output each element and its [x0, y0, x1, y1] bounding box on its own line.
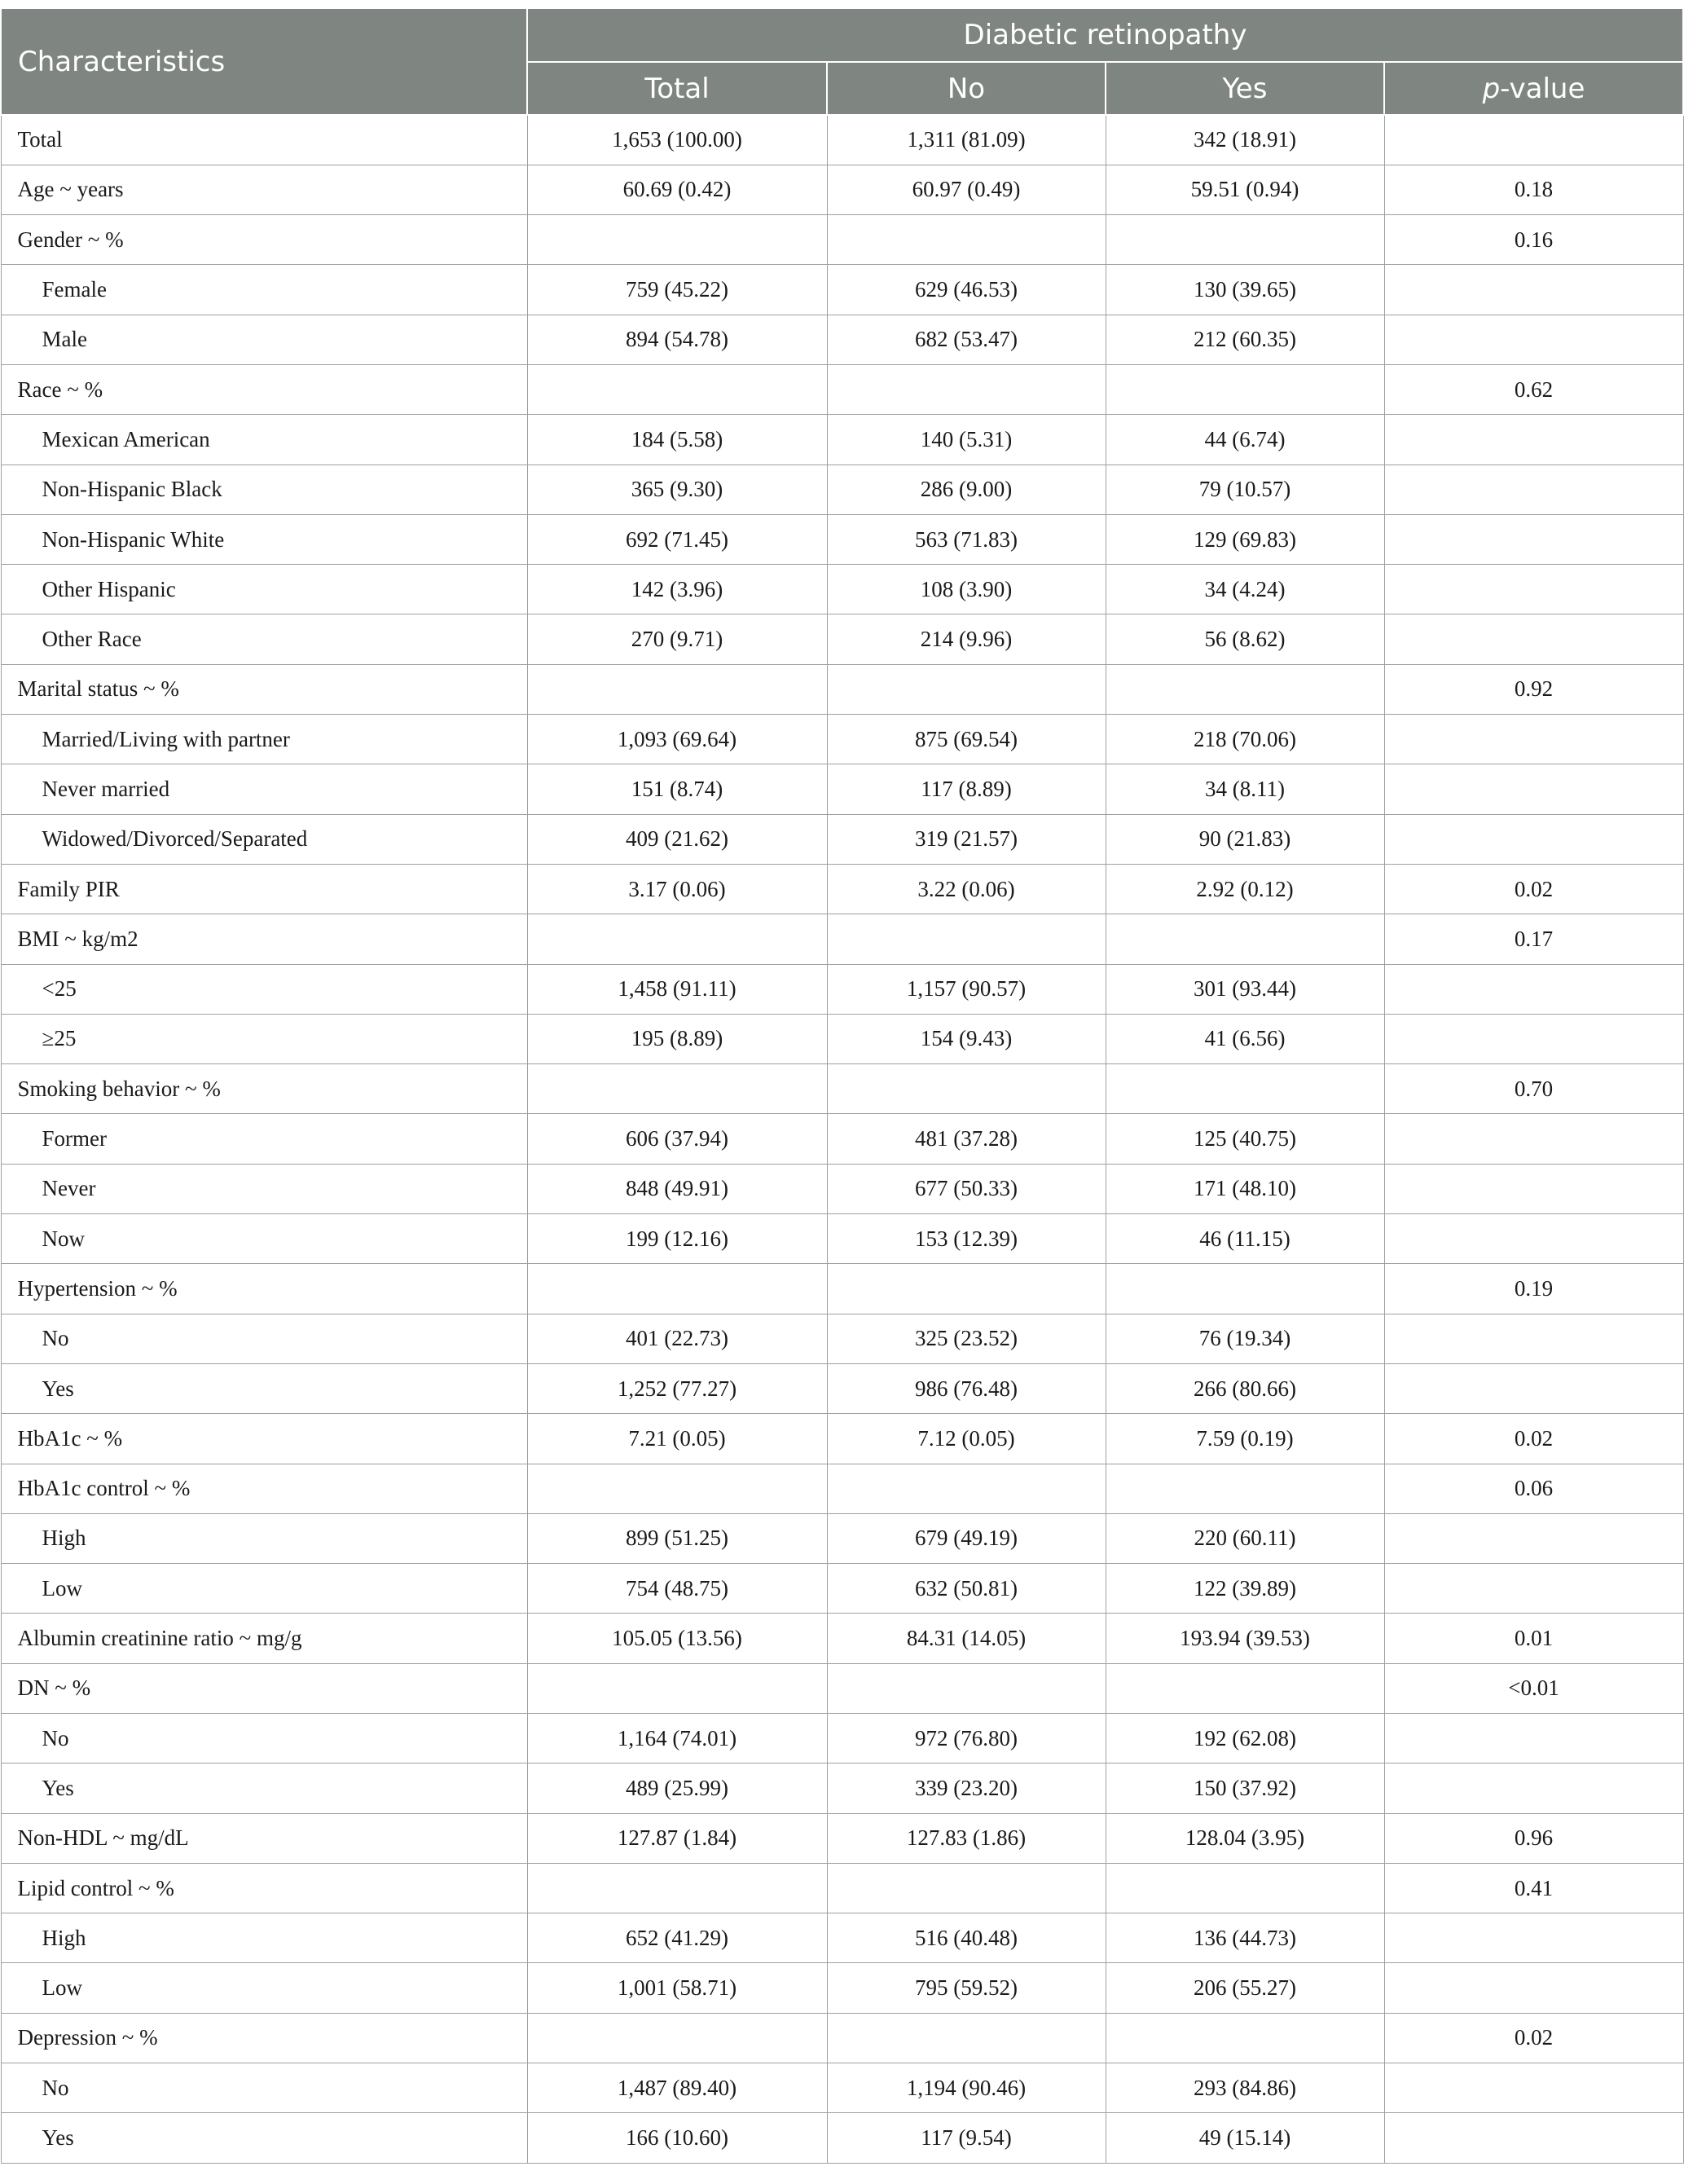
cell-p-value: [1384, 1214, 1683, 1264]
cell-no: 7.12 (0.05): [827, 1414, 1106, 1464]
row-label: No: [1, 2063, 527, 2113]
cell-yes: 293 (84.86): [1106, 2063, 1384, 2113]
cell-total: 759 (45.22): [527, 265, 827, 315]
table-row: [1, 1314, 1683, 1363]
table-row: [1, 364, 1683, 414]
table-row: [1, 115, 1683, 165]
cell-yes: 136 (44.73): [1106, 1913, 1384, 1963]
cell-yes: [1106, 2013, 1384, 2063]
cell-total: 270 (9.71): [527, 614, 827, 664]
cell-total: 489 (25.99): [527, 1763, 827, 1813]
cell-p-value: [1384, 465, 1683, 514]
row-label: <25: [1, 964, 527, 1014]
cell-p-value: 0.18: [1384, 165, 1683, 214]
cell-no: 286 (9.00): [827, 465, 1106, 514]
cell-no: [827, 914, 1106, 964]
cell-total: 127.87 (1.84): [527, 1813, 827, 1863]
cell-no: [827, 364, 1106, 414]
cell-no: 795 (59.52): [827, 1963, 1106, 2013]
cell-total: 606 (37.94): [527, 1114, 827, 1164]
row-label: Lipid control ~ %: [1, 1863, 527, 1913]
cell-p-value: 0.96: [1384, 1813, 1683, 1863]
cell-total: 166 (10.60): [527, 2113, 827, 2163]
cell-p-value: [1384, 764, 1683, 814]
cell-yes: 125 (40.75): [1106, 1114, 1384, 1164]
cell-no: 117 (9.54): [827, 2113, 1106, 2163]
cell-yes: 150 (37.92): [1106, 1763, 1384, 1813]
row-label: Yes: [1, 2113, 527, 2163]
cell-no: 481 (37.28): [827, 1114, 1106, 1164]
row-label: ≥25: [1, 1014, 527, 1063]
cell-total: 401 (22.73): [527, 1314, 827, 1363]
table-row: [1, 1164, 1683, 1213]
cell-p-value: 0.02: [1384, 1414, 1683, 1464]
cell-yes: 206 (55.27): [1106, 1963, 1384, 2013]
cell-no: 214 (9.96): [827, 614, 1106, 664]
row-label: Mexican American: [1, 415, 527, 465]
cell-total: 1,001 (58.71): [527, 1963, 827, 2013]
table-row: [1, 764, 1683, 814]
cell-total: 1,487 (89.40): [527, 2063, 827, 2113]
cell-no: 339 (23.20): [827, 1763, 1106, 1813]
row-label: Marital status ~ %: [1, 664, 527, 714]
cell-p-value: 0.01: [1384, 1614, 1683, 1663]
cell-p-value: 0.41: [1384, 1863, 1683, 1913]
table-row: [1, 1214, 1683, 1264]
row-label: BMI ~ kg/m2: [1, 914, 527, 964]
cell-p-value: [1384, 415, 1683, 465]
cell-no: 84.31 (14.05): [827, 1614, 1106, 1663]
cell-yes: 76 (19.34): [1106, 1314, 1384, 1363]
table-body: [1, 115, 1683, 2163]
cell-yes: 266 (80.66): [1106, 1363, 1384, 1413]
cell-yes: [1106, 1863, 1384, 1913]
cell-p-value: <0.01: [1384, 1663, 1683, 1713]
cell-total: [527, 1264, 827, 1314]
cell-yes: 220 (60.11): [1106, 1513, 1384, 1563]
cell-p-value: [1384, 1913, 1683, 1963]
cell-yes: 192 (62.08): [1106, 1714, 1384, 1763]
cell-no: 563 (71.83): [827, 514, 1106, 564]
cell-p-value: 0.17: [1384, 914, 1683, 964]
table-row: [1, 1513, 1683, 1563]
table-row: [1, 715, 1683, 764]
cell-p-value: [1384, 1963, 1683, 2013]
cell-no: 986 (76.48): [827, 1363, 1106, 1413]
row-label: HbA1c control ~ %: [1, 1464, 527, 1513]
table-row: [1, 864, 1683, 914]
cell-total: 848 (49.91): [527, 1164, 827, 1213]
cell-total: 365 (9.30): [527, 465, 827, 514]
table-row: [1, 2113, 1683, 2163]
cell-p-value: [1384, 964, 1683, 1014]
row-label: Age ~ years: [1, 165, 527, 214]
cell-yes: 193.94 (39.53): [1106, 1614, 1384, 1663]
cell-no: [827, 1264, 1106, 1314]
cell-yes: [1106, 914, 1384, 964]
row-label: Albumin creatinine ratio ~ mg/g: [1, 1614, 527, 1663]
cell-p-value: [1384, 1114, 1683, 1164]
cell-p-value: [1384, 1014, 1683, 1063]
cell-yes: 212 (60.35): [1106, 315, 1384, 364]
cell-p-value: [1384, 1164, 1683, 1213]
row-label: Male: [1, 315, 527, 364]
cell-no: [827, 1863, 1106, 1913]
cell-p-value: [1384, 614, 1683, 664]
table-row: [1, 1564, 1683, 1614]
row-label: HbA1c ~ %: [1, 1414, 527, 1464]
row-label: Total: [1, 115, 527, 165]
cell-yes: 130 (39.65): [1106, 265, 1384, 315]
cell-no: 140 (5.31): [827, 415, 1106, 465]
cell-total: 754 (48.75): [527, 1564, 827, 1614]
cell-yes: [1106, 664, 1384, 714]
table-row: [1, 1114, 1683, 1164]
cell-total: 7.21 (0.05): [527, 1414, 827, 1464]
cell-p-value: [1384, 1314, 1683, 1363]
table-row: [1, 1963, 1683, 2013]
cell-no: 3.22 (0.06): [827, 864, 1106, 914]
cell-no: 108 (3.90): [827, 565, 1106, 614]
cell-total: [527, 914, 827, 964]
table-row: [1, 465, 1683, 514]
header-diabetic-retinopathy: Diabetic retinopathy: [527, 8, 1683, 62]
cell-total: 184 (5.58): [527, 415, 827, 465]
cell-no: [827, 1663, 1106, 1713]
cell-p-value: 0.70: [1384, 1064, 1683, 1114]
table-row: [1, 215, 1683, 265]
cell-yes: [1106, 1663, 1384, 1713]
cell-p-value: [1384, 1564, 1683, 1614]
cell-total: [527, 2013, 827, 2063]
table-row: [1, 2063, 1683, 2113]
cell-yes: 56 (8.62): [1106, 614, 1384, 664]
table-row: [1, 1714, 1683, 1763]
cell-total: [527, 1863, 827, 1913]
cell-no: 1,194 (90.46): [827, 2063, 1106, 2113]
header-p-value: [1384, 62, 1683, 115]
cell-p-value: [1384, 115, 1683, 165]
cell-yes: [1106, 364, 1384, 414]
table-row: [1, 1913, 1683, 1963]
row-label: No: [1, 1714, 527, 1763]
cell-yes: 90 (21.83): [1106, 814, 1384, 864]
cell-total: 894 (54.78): [527, 315, 827, 364]
cell-total: [527, 1064, 827, 1114]
cell-no: 1,311 (81.09): [827, 115, 1106, 165]
cell-yes: 34 (8.11): [1106, 764, 1384, 814]
table-row: [1, 1863, 1683, 1913]
cell-yes: 122 (39.89): [1106, 1564, 1384, 1614]
cell-no: 319 (21.57): [827, 814, 1106, 864]
cell-yes: [1106, 215, 1384, 265]
cell-p-value: [1384, 1763, 1683, 1813]
row-label: High: [1, 1913, 527, 1963]
cell-yes: 129 (69.83): [1106, 514, 1384, 564]
table-row: [1, 1663, 1683, 1713]
cell-total: 652 (41.29): [527, 1913, 827, 1963]
table-row: [1, 2013, 1683, 2063]
cell-total: 1,164 (74.01): [527, 1714, 827, 1763]
cell-no: 677 (50.33): [827, 1164, 1106, 1213]
row-label: Family PIR: [1, 864, 527, 914]
table-row: [1, 614, 1683, 664]
cell-total: [527, 364, 827, 414]
table-row: [1, 914, 1683, 964]
table-row: [1, 1014, 1683, 1063]
row-label: Low: [1, 1963, 527, 2013]
cell-no: [827, 1064, 1106, 1114]
cell-yes: 59.51 (0.94): [1106, 165, 1384, 214]
header-row-1: [1, 8, 1683, 62]
cell-p-value: 0.06: [1384, 1464, 1683, 1513]
table-row: [1, 1813, 1683, 1863]
cell-p-value: 0.16: [1384, 215, 1683, 265]
cell-p-value: [1384, 715, 1683, 764]
cell-no: 1,157 (90.57): [827, 964, 1106, 1014]
cell-p-value: [1384, 1714, 1683, 1763]
cell-p-value: [1384, 565, 1683, 614]
header-characteristics: Characteristics: [1, 8, 527, 115]
table-row: [1, 1363, 1683, 1413]
cell-no: [827, 215, 1106, 265]
cell-total: 409 (21.62): [527, 814, 827, 864]
cell-no: 127.83 (1.86): [827, 1813, 1106, 1863]
cell-total: 151 (8.74): [527, 764, 827, 814]
cell-total: 195 (8.89): [527, 1014, 827, 1063]
row-label: Gender ~ %: [1, 215, 527, 265]
row-label: Non-Hispanic Black: [1, 465, 527, 514]
cell-no: 325 (23.52): [827, 1314, 1106, 1363]
row-label: Now: [1, 1214, 527, 1264]
cell-no: 629 (46.53): [827, 265, 1106, 315]
row-label: High: [1, 1513, 527, 1563]
cell-total: [527, 664, 827, 714]
table-row: [1, 315, 1683, 364]
cell-yes: 128.04 (3.95): [1106, 1813, 1384, 1863]
cell-total: 60.69 (0.42): [527, 165, 827, 214]
table-row: [1, 514, 1683, 564]
cell-total: 199 (12.16): [527, 1214, 827, 1264]
cell-p-value: [1384, 1513, 1683, 1563]
table-row: [1, 664, 1683, 714]
row-label: Never: [1, 1164, 527, 1213]
cell-no: 153 (12.39): [827, 1214, 1106, 1264]
row-label: Other Hispanic: [1, 565, 527, 614]
cell-no: [827, 2013, 1106, 2063]
cell-no: 679 (49.19): [827, 1513, 1106, 1563]
table-row: [1, 1614, 1683, 1663]
row-label: Never married: [1, 764, 527, 814]
row-label: No: [1, 1314, 527, 1363]
row-label: Female: [1, 265, 527, 315]
row-label: Low: [1, 1564, 527, 1614]
cell-no: [827, 664, 1106, 714]
cell-no: 117 (8.89): [827, 764, 1106, 814]
table-row: [1, 814, 1683, 864]
row-label: Smoking behavior ~ %: [1, 1064, 527, 1114]
cell-p-value: 0.19: [1384, 1264, 1683, 1314]
cell-total: 1,653 (100.00): [527, 115, 827, 165]
cell-yes: 44 (6.74): [1106, 415, 1384, 465]
cell-p-value: [1384, 2113, 1683, 2163]
row-label: Non-HDL ~ mg/dL: [1, 1813, 527, 1863]
table-row: [1, 1414, 1683, 1464]
cell-p-value: [1384, 2063, 1683, 2113]
header-no: No: [827, 62, 1106, 115]
table-header: [1, 8, 1683, 115]
cell-no: 682 (53.47): [827, 315, 1106, 364]
row-label: Other Race: [1, 614, 527, 664]
cell-p-value: [1384, 315, 1683, 364]
cell-no: [827, 1464, 1106, 1513]
header-p-value-prefix: p: [1482, 72, 1501, 105]
cell-yes: 79 (10.57): [1106, 465, 1384, 514]
table-row: [1, 1264, 1683, 1314]
cell-total: 1,093 (69.64): [527, 715, 827, 764]
cell-total: 1,458 (91.11): [527, 964, 827, 1014]
cell-yes: 342 (18.91): [1106, 115, 1384, 165]
cell-no: 632 (50.81): [827, 1564, 1106, 1614]
table-row: [1, 1464, 1683, 1513]
row-label: Race ~ %: [1, 364, 527, 414]
cell-total: [527, 1663, 827, 1713]
cell-p-value: 0.62: [1384, 364, 1683, 414]
cell-no: 875 (69.54): [827, 715, 1106, 764]
cell-total: [527, 215, 827, 265]
table-row: [1, 565, 1683, 614]
cell-total: 1,252 (77.27): [527, 1363, 827, 1413]
cell-no: 60.97 (0.49): [827, 165, 1106, 214]
row-label: Depression ~ %: [1, 2013, 527, 2063]
table-row: [1, 964, 1683, 1014]
cell-total: 899 (51.25): [527, 1513, 827, 1563]
cell-p-value: 0.02: [1384, 2013, 1683, 2063]
cell-yes: 34 (4.24): [1106, 565, 1384, 614]
cell-yes: 7.59 (0.19): [1106, 1414, 1384, 1464]
row-label: Married/Living with partner: [1, 715, 527, 764]
row-label: DN ~ %: [1, 1663, 527, 1713]
row-label: Widowed/Divorced/Separated: [1, 814, 527, 864]
cell-p-value: [1384, 1363, 1683, 1413]
cell-yes: [1106, 1464, 1384, 1513]
table-row: [1, 415, 1683, 465]
cell-total: 142 (3.96): [527, 565, 827, 614]
row-label: Yes: [1, 1763, 527, 1813]
table-row: [1, 165, 1683, 214]
row-label: Hypertension ~ %: [1, 1264, 527, 1314]
cell-p-value: [1384, 514, 1683, 564]
row-label: Former: [1, 1114, 527, 1164]
table-row: [1, 1763, 1683, 1813]
cell-no: 516 (40.48): [827, 1913, 1106, 1963]
cell-yes: 41 (6.56): [1106, 1014, 1384, 1063]
header-total: Total: [527, 62, 827, 115]
cell-yes: 49 (15.14): [1106, 2113, 1384, 2163]
cell-p-value: 0.02: [1384, 864, 1683, 914]
cell-no: 972 (76.80): [827, 1714, 1106, 1763]
table-row: [1, 1064, 1683, 1114]
cell-yes: 301 (93.44): [1106, 964, 1384, 1014]
header-p-value-suffix: -value: [1500, 72, 1585, 105]
cell-total: 105.05 (13.56): [527, 1614, 827, 1663]
cell-total: 692 (71.45): [527, 514, 827, 564]
characteristics-table: [0, 7, 1684, 2164]
cell-yes: 218 (70.06): [1106, 715, 1384, 764]
row-label: Yes: [1, 1363, 527, 1413]
cell-yes: 46 (11.15): [1106, 1214, 1384, 1264]
cell-p-value: [1384, 814, 1683, 864]
cell-p-value: [1384, 265, 1683, 315]
cell-no: 154 (9.43): [827, 1014, 1106, 1063]
cell-total: [527, 1464, 827, 1513]
table-row: [1, 265, 1683, 315]
cell-p-value: 0.92: [1384, 664, 1683, 714]
cell-yes: 2.92 (0.12): [1106, 864, 1384, 914]
cell-yes: [1106, 1264, 1384, 1314]
row-label: Non-Hispanic White: [1, 514, 527, 564]
cell-total: 3.17 (0.06): [527, 864, 827, 914]
cell-yes: 171 (48.10): [1106, 1164, 1384, 1213]
header-yes: Yes: [1106, 62, 1384, 115]
cell-yes: [1106, 1064, 1384, 1114]
